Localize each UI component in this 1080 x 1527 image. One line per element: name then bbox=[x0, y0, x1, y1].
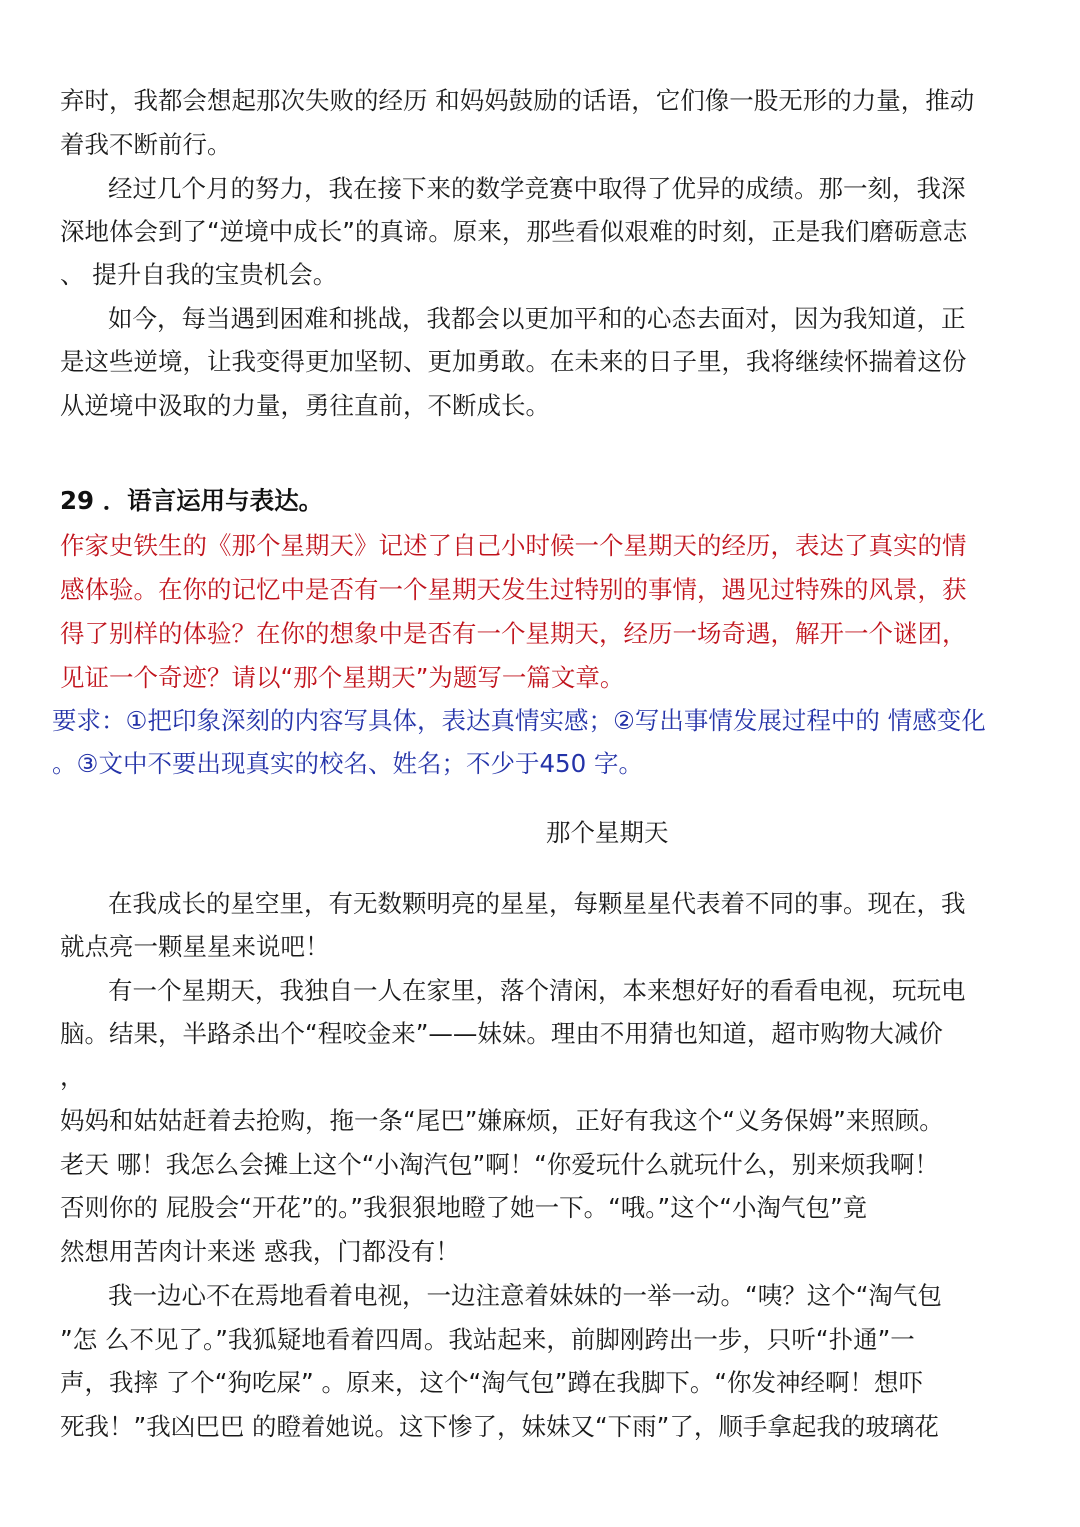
requirement-line-2: 。③文中不要出现真实的校名、姓名；不少于450 字。 bbox=[52, 749, 644, 778]
requirement-line-1: 要求：①把印象深刻的内容写具体，表达真情实感；②写出事情发展过程中的 情感变化 bbox=[52, 706, 986, 735]
essay2-line-13: 死我！”我凶巴巴 的瞪着她说。这下惨了，妹妹又“下雨”了，顺手拿起我的玻璃花 bbox=[60, 1412, 939, 1441]
prompt-line-4: 见证一个奇迹？请以“那个星期天”为题写一篇文章。 bbox=[60, 663, 625, 692]
essay1-line-7: 是这些逆境，让我变得更加坚韧、更加勇敢。在未来的日子里，我将继续怀揣着这份 bbox=[60, 347, 967, 376]
essay2-line-5: ， bbox=[60, 1062, 85, 1091]
essay2-title: 那个星期天 bbox=[546, 818, 669, 847]
essay2-line-11: ”怎 么不见了。”我狐疑地看着四周。我站起来，前脚刚跨出一步，只听“扑通”一 bbox=[60, 1325, 915, 1354]
essay1-line-8: 从逆境中汲取的力量，勇往直前，不断成长。 bbox=[60, 391, 550, 420]
essay2-line-4: 脑。结果，半路杀出个“程咬金来”——妹妹。理由不用猜也知道，超市购物大减价 bbox=[60, 1019, 943, 1048]
essay2-line-1: 在我成长的星空里，有无数颗明亮的星星，每颗星星代表着不同的事。现在，我 bbox=[108, 889, 966, 918]
essay2-line-6: 妈妈和姑姑赶着去抢购，拖一条“尾巴”嫌麻烦，正好有我这个“义务保姆”来照顾。 bbox=[60, 1106, 944, 1135]
essay1-line-1: 弃时，我都会想起那次失败的经历 和妈妈鼓励的话语，它们像一股无形的力量，推动 bbox=[60, 86, 975, 115]
essay2-line-10: 我一边心不在焉地看着电视，一边注意着妹妹的一举一动。“咦？这个“淘气包 bbox=[108, 1281, 942, 1310]
essay1-line-5: 、 提升自我的宝贵机会。 bbox=[60, 260, 338, 289]
prompt-line-1: 作家史铁生的《那个星期天》记述了自己小时候一个星期天的经历，表达了真实的情 bbox=[60, 531, 967, 560]
essay2-line-2: 就点亮一颗星星来说吧！ bbox=[60, 932, 330, 961]
prompt-line-2: 感体验。在你的记忆中是否有一个星期天发生过特别的事情，遇见过特殊的风景，获 bbox=[60, 575, 967, 604]
question-heading: 29 ．语言运用与表达。 bbox=[60, 486, 324, 515]
essay2-line-12: 声，我摔 了个“狗吃屎” 。原来，这个“淘气包”蹲在我脚下。“你发神经啊！想吓 bbox=[60, 1368, 924, 1397]
prompt-line-3: 得了别样的体验？在你的想象中是否有一个星期天，经历一场奇遇，解开一个谜团， bbox=[60, 619, 967, 648]
essay2-line-3: 有一个星期天，我独自一人在家里，落个清闲，本来想好好的看看电视，玩玩电 bbox=[108, 976, 966, 1005]
essay2-line-9: 然想用苦肉计来迷 惑我，门都没有！ bbox=[60, 1237, 460, 1266]
essay1-line-4: 深地体会到了“逆境中成长”的真谛。原来，那些看似艰难的时刻，正是我们磨砺意志 bbox=[60, 217, 968, 246]
essay2-line-8: 否则你的 屁股会“开花”的。”我狠狠地瞪了她一下。“哦。”这个“小淘气包”竟 bbox=[60, 1193, 868, 1222]
essay2-line-7: 老天 哪！我怎么会摊上这个“小淘汽包”啊！“你爱玩什么就玩什么，别来烦我啊！ bbox=[60, 1150, 939, 1179]
essay1-line-3: 经过几个月的努力，我在接下来的数学竞赛中取得了优异的成绩。那一刻，我深 bbox=[108, 174, 966, 203]
essay1-line-2: 着我不断前行。 bbox=[60, 130, 232, 159]
essay1-line-6: 如今，每当遇到困难和挑战，我都会以更加平和的心态去面对，因为我知道，正 bbox=[108, 304, 966, 333]
